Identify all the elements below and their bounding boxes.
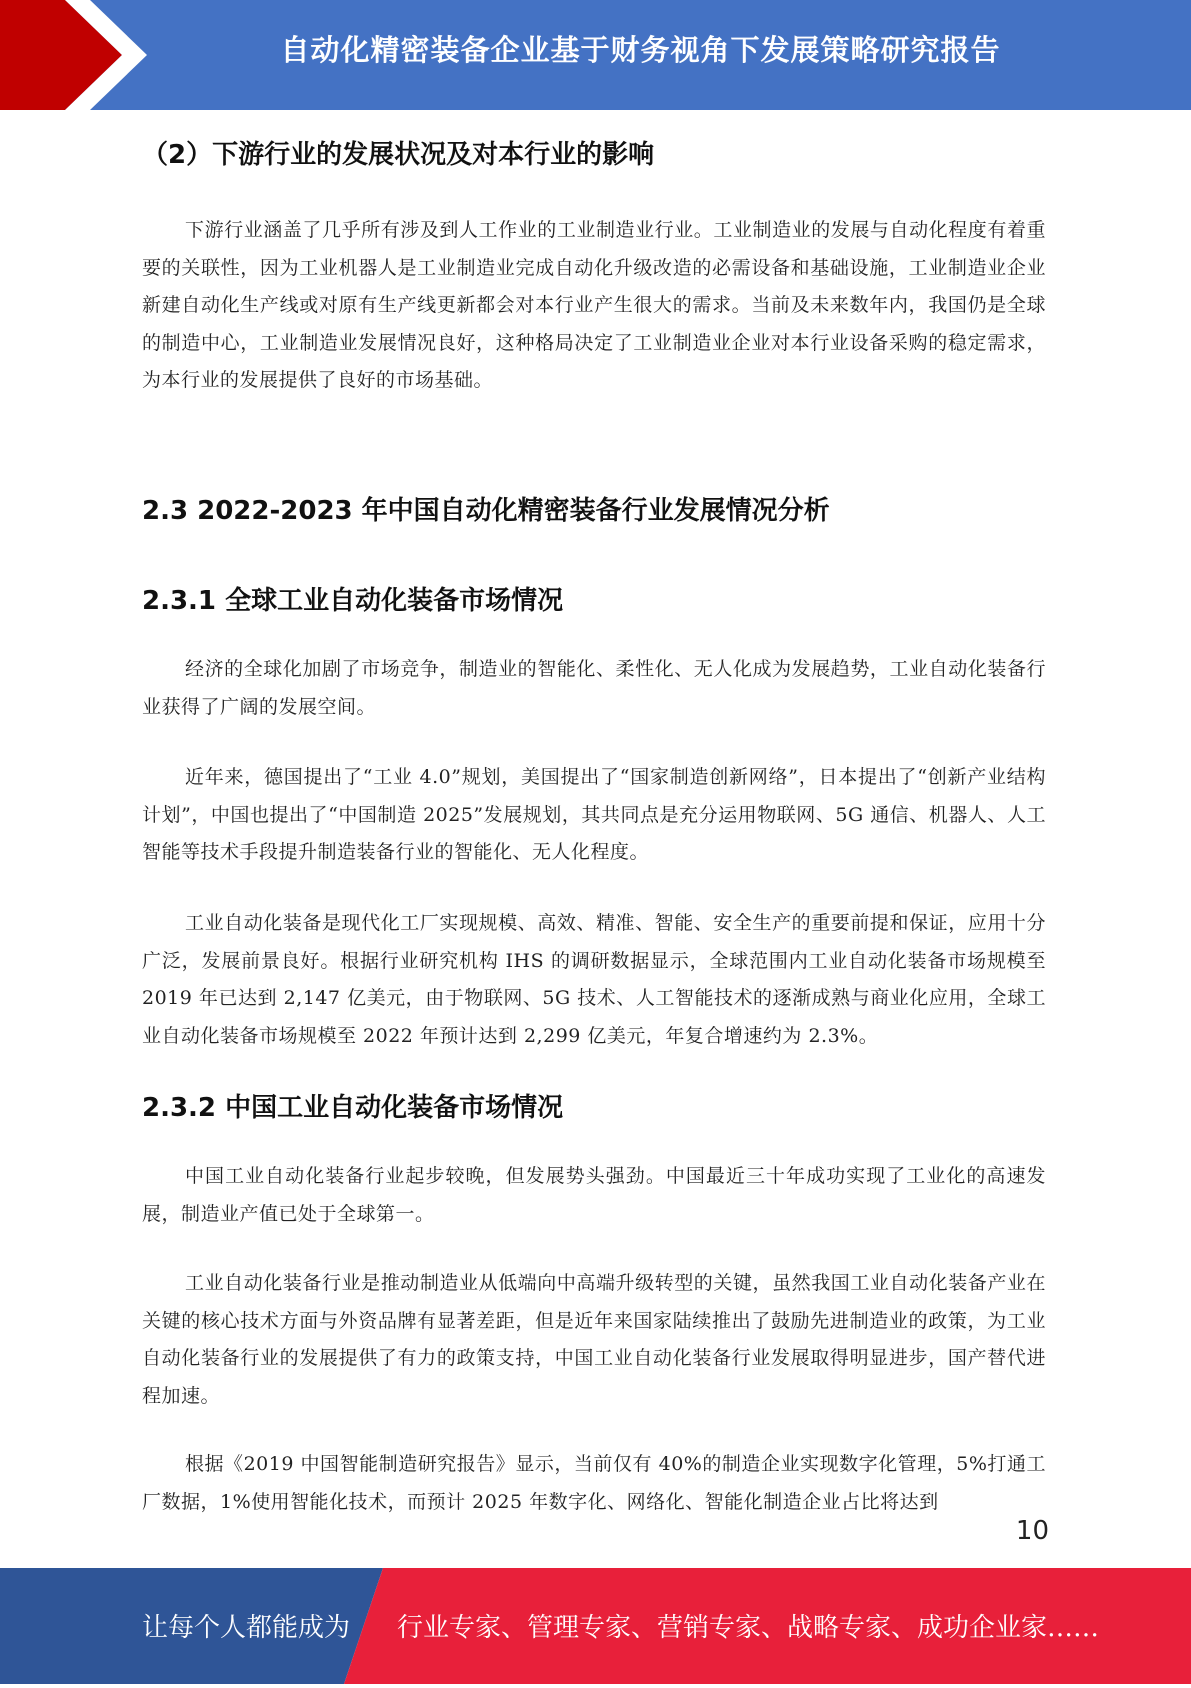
paragraph-china-2: 工业自动化装备行业是推动制造业从低端向中高端升级转型的关键，虽然我国工业自动化装备产业在关键的核心技术方面与外资品牌有显著差距，但是近年来国家陆续推出了鼓励先进制造业的政策，为工业自动化装备行业的发展提供了有力的政策支持，中国工业自动化装备行业发展取得明显进步，国产替代进程加速。 — [142, 1272, 1046, 1407]
section-heading-downstream: （2）下游行业的发展状况及对本行业的影响 — [142, 140, 655, 170]
paragraph-global-2: 近年来，德国提出了“工业 4.0”规划，美国提出了“国家制造创新网络”，日本提出了“创新产业结构计划”，中国也提出了“中国制造 2025”发展规划，其共同点是充分运用物联网、5G 通信、机器人、人工智能等技术手段提升制造装备行业的智能化、无人化程度。 — [142, 766, 1046, 864]
paragraph-global-1: 经济的全球化加剧了市场竞争，制造业的智能化、柔性化、无人化成为发展趋势，工业自动化装备行业获得了广阔的发展空间。 — [142, 658, 1046, 718]
page-footer — [0, 1568, 1191, 1684]
paragraph-china-3: 根据《2019 中国智能制造研究报告》显示，当前仅有 40%的制造企业实现数字化管理，5%打通工厂数据，1%使用智能化技术，而预计 2025 年数字化、网络化、智能化制造企业占比将达到 — [142, 1453, 1046, 1513]
paragraph-china-1: 中国工业自动化装备行业起步较晚，但发展势头强劲。中国最近三十年成功实现了工业化的高速发展，制造业产值已处于全球第一。 — [142, 1165, 1046, 1225]
footer-slogan-left: 让每个人都能成为 — [142, 1613, 351, 1643]
section-heading-2-3-1: 2.3.1 全球工业自动化装备市场情况 — [142, 586, 564, 616]
paragraph-global-3: 工业自动化装备是现代化工厂实现规模、高效、精准、智能、安全生产的重要前提和保证，应用十分广泛，发展前景良好。根据行业研究机构 IHS 的调研数据显示，全球范围内工业自动化装备市场规模至 2019 年已达到 2,147 亿美元，由于物联网、5G 技术、人工智能技术的逐渐成熟与商业化应用，全球工业自动化装备市场规模至 2022 年预计达到 2,299 亿美元，年复合增速约为 2.3%。 — [142, 912, 1046, 1047]
paragraph-downstream: 下游行业涵盖了几乎所有涉及到人工作业的工业制造业行业。工业制造业的发展与自动化程度有着重要的关联性，因为工业机器人是工业制造业完成自动化升级改造的必需设备和基础设施，工业制造业企业新建自动化生产线或对原有生产线更新都会对本行业产生很大的需求。当前及未来数年内，我国仍是全球的制造中心，工业制造业发展情况良好，这种格局决定了工业制造业企业对本行业设备采购的稳定需求，为本行业的发展提供了良好的市场基础。 — [142, 219, 1046, 392]
section-heading-2-3: 2.3 2022-2023 年中国自动化精密装备行业发展情况分析 — [142, 496, 830, 526]
page-number: 10 — [1015, 1516, 1049, 1546]
section-heading-2-3-2: 2.3.2 中国工业自动化装备市场情况 — [142, 1093, 564, 1123]
footer-slogan-right: 行业专家、管理专家、营销专家、战略专家、成功企业家…… — [397, 1613, 1100, 1643]
page-header — [0, 0, 1191, 110]
document-title: 自动化精密装备企业基于财务视角下发展策略研究报告 — [280, 33, 1001, 67]
